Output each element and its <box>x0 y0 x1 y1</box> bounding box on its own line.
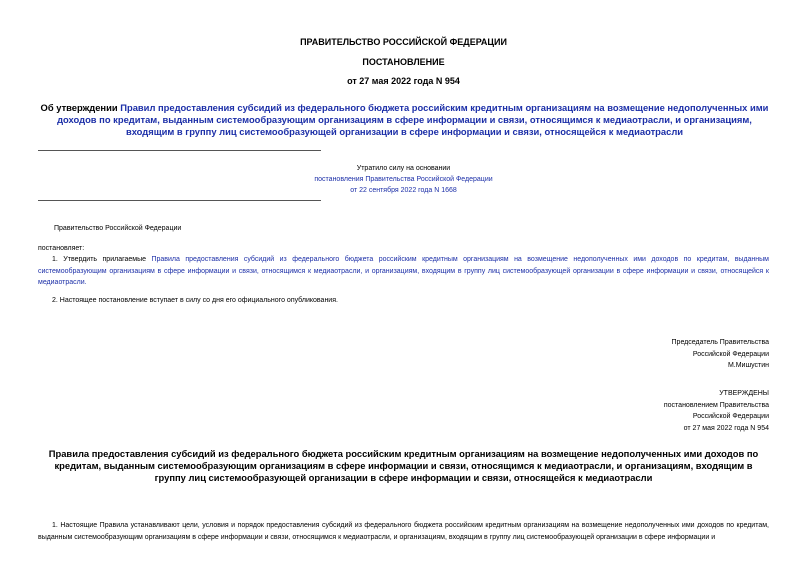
signature-block <box>672 337 769 372</box>
title-rules-link[interactable]: Правил предоставления субсидий из федерального бюджета российским кредитным организациям на возмещение недополученных ими доходов по кредитам, выданным системообразующим организациям в сфере информации и связи, относящимся к медиаотрасли, и организациям, входящим в группу лиц системообразующей организации в сфере информации и связи, относящейся к медиаотрасли <box>57 102 769 137</box>
rules-paragraph-1: 1. Настоящие Правила устанавливают цели, условия и порядок предоставления субсидий из федерального бюджета российским кредитным организациям на возмещение недополученных ими доходов по кредитам, выданным системообразующим организациям в сфере информации и связи, относящимся к медиаотрасли, и организациям, входящим в группу лиц системообразующей организации в сфере информации и <box>38 522 769 541</box>
approval-line3: Российской Федерации <box>692 413 769 420</box>
item-1 <box>38 254 769 289</box>
government-label: Правительство Российской Федерации <box>54 225 182 232</box>
item-2: 2. Настоящее постановление вступает в силу со дня его официального опубликования. <box>52 297 338 304</box>
signature-line1: Председатель Правительства <box>671 339 769 346</box>
item-1-prefix: 1. Утвердить прилагаемые <box>52 256 147 263</box>
status-note-link[interactable]: постановления Правительства Российской Федерации <box>314 176 493 183</box>
rules-title: Правила предоставления субсидий из федерального бюджета российским кредитным организациям на возмещение недополученных ими доходов по кредитам, выданным системообразующим организациям в сфере информации и связи, относящимся к медиаотрасли, и организациям, входящим в группу лиц системообразующей организации в сфере информации и связи, относящейся к медиаотрасли <box>48 448 759 483</box>
document-date-number: от 27 мая 2022 года N 954 <box>347 76 460 86</box>
government-heading: ПРАВИТЕЛЬСТВО РОССИЙСКОЙ ФЕДЕРАЦИИ <box>300 37 507 47</box>
title-prefix: Об утверждении <box>40 102 118 113</box>
document-type: ПОСТАНОВЛЕНИЕ <box>362 57 445 67</box>
approval-line1: УТВЕРЖДЕНЫ <box>719 390 769 397</box>
approval-line2: постановлением Правительства <box>663 401 769 409</box>
divider-bottom <box>38 200 321 201</box>
approval-line4: от 27 мая 2022 года N 954 <box>683 424 769 432</box>
signature-name: М.Мишустин <box>727 362 769 369</box>
divider-top <box>38 150 321 151</box>
resolves-label: постановляет: <box>38 245 85 252</box>
status-note-line1: Утратило силу на основании <box>356 165 451 172</box>
status-note-date-link[interactable]: от 22 сентября 2022 года N 1668 <box>350 187 457 194</box>
approval-block <box>664 388 769 434</box>
document-title <box>32 102 777 138</box>
item-1-rules-link[interactable]: Правила предоставления субсидий из федерального бюджета российским кредитным организациям на возмещение недополученных ими доходов по кредитам, выданным системообразующим организациям в сфере информации и связи, относящимся к медиаотрасли, и организациям, входящим в группу лиц системообразующей организации в сфере информации и связи, относящейся к медиаотрасли. <box>38 256 769 286</box>
signature-line2: Российской Федерации <box>692 350 769 358</box>
